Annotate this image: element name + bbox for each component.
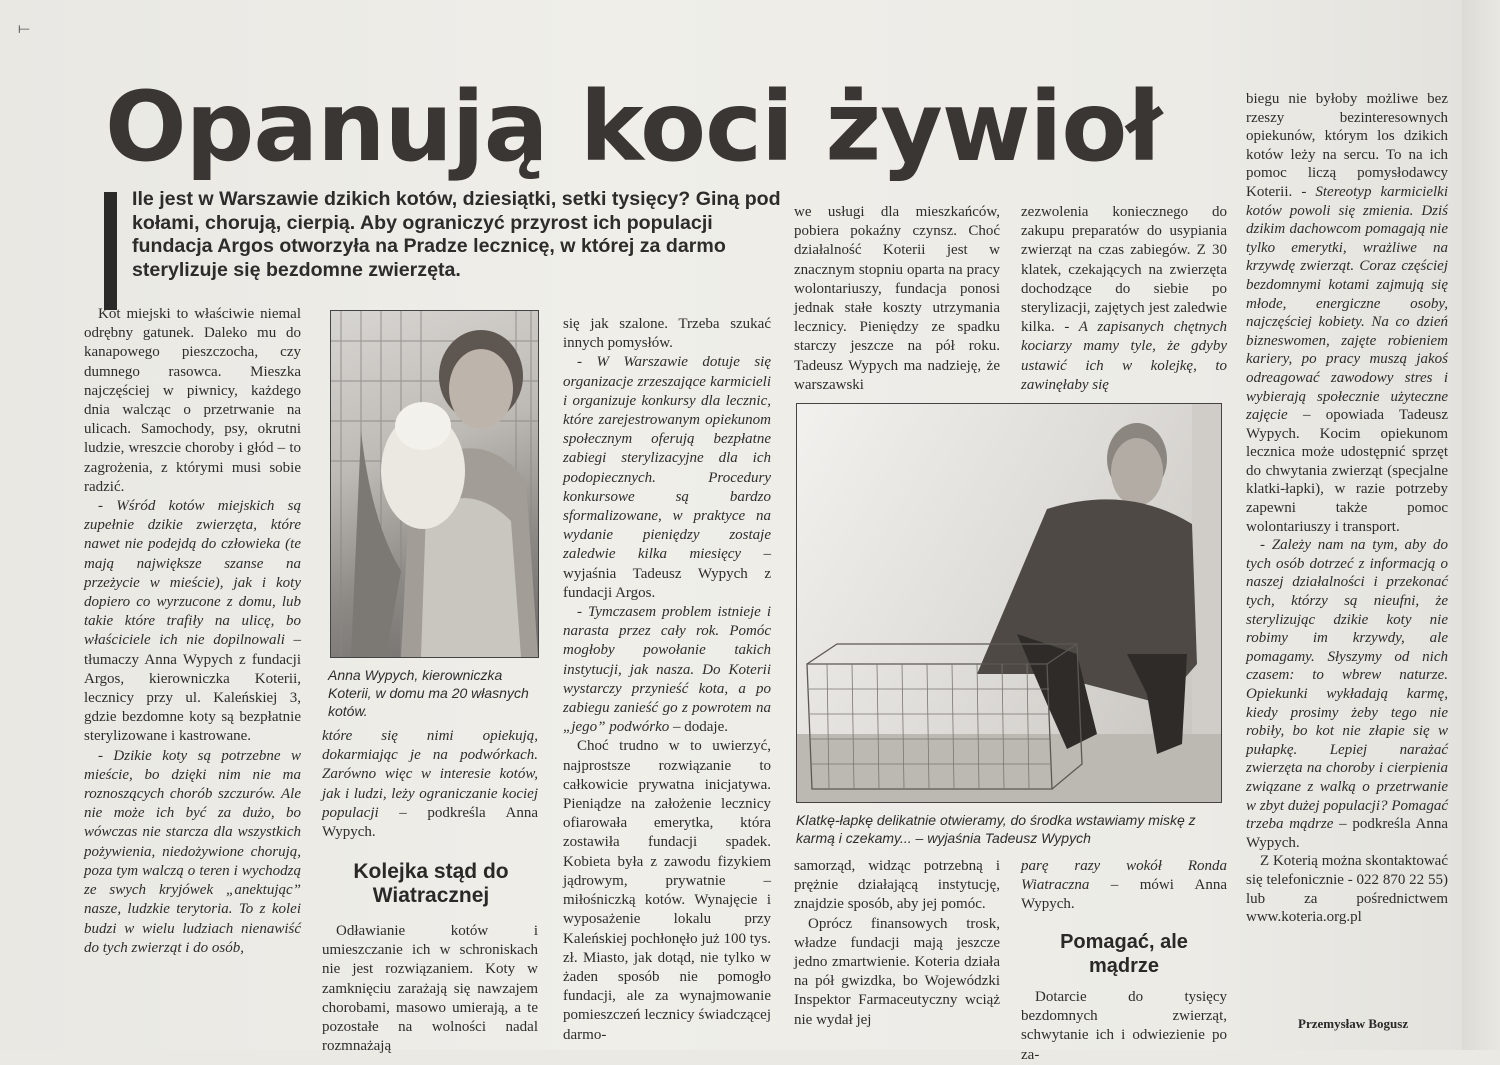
col6-p1-quote: - Stereotyp karmicielki kotów powoli się zmienia. Dziś dzikim dachowcom pomagają nie tylko emerytki, wrażliwe na krzywdę zwierząt. Coraz częściej bezdomnymi kotami zajmują się młode, energiczne osoby, najczęściej kobiety. Na co dzień bizneswomen, zajęte robieniem kariery, po pracy muszą jakoś odreagować zawodowy stres i wybierają społecznie użyteczne zajęcie xyxy=(1246,183,1448,424)
col5-p2-attrib: – mówi Anna Wypych. xyxy=(1021,877,1227,913)
col3-p3 xyxy=(563,603,771,737)
col4-p2: samorząd, widząc potrzebną i prężnie działającą instytucję, znajdzie sposób, aby jej pomóc. xyxy=(794,858,1000,913)
subhead-kolejka: Kolejka stąd do Wiatracznej xyxy=(353,860,509,907)
column-6 xyxy=(1246,90,1448,927)
col4-p3: Oprócz finansowych trosk, władze fundacji mają jeszcze jedno zmartwienie. Koteria działa na pół gwizdka, bo Wojewódzki Inspektor Farmaceutyczny wciąż nie wydał jej xyxy=(794,915,1000,1028)
caption-photo-1: Anna Wypych, kierowniczka Koterii, w domu ma 20 własnych kotów. xyxy=(328,667,529,719)
photo-tadeusz-illustration xyxy=(797,404,1221,802)
col4-p1: we usługi dla mieszkańców, pobiera pokaźny czynsz. Choć działalność Koterii jest w znacznym stopniu oparta na pracy wolontariuszy, fundacja ponosi jednak stałe koszty utrzymania lecznicy. Pieniędzy ze spadku starczy jeszcze na pół roku. Tadeusz Wypych ma nadzieję, że warszawski xyxy=(794,204,1000,393)
col6-p1-text: biegu nie byłoby możliwe bez rzeszy bezinteresownych opiekunów, którym los dzikich kotów leży na sercu. To na ich pomoc liczą pomysłodawcy Koterii. xyxy=(1246,91,1448,200)
photo-anna-illustration xyxy=(331,311,538,657)
col1-p2-quote: - Wśród kotów miejskich są zupełnie dzikie zwierzęta, które nawet nie podejdą do człowieka (te mają największe szanse na przeżycie w mieście), jak i koty dopiero co wyrzucone z domu, lub takie które trafiły na ulicę, bo właściciele ich nie dopilnowali xyxy=(84,498,301,649)
col2-p1-quote: które się nimi opiekują, dokarmiając je na podwórkach. Zarówno więc w interesie kotów, jak i ludzi, leży ograniczanie kociej populacji xyxy=(322,728,538,821)
col1-p3-quote: - Dzikie koty są potrzebne w mieście, bo dzięki nim nie ma roznoszących chorób szczurów. Ale nie może ich być za dużo, bo wówczas nie starcza dla wszystkich pożywienia, niedożywione chorują, poza tym walczą o teren i wychodzą ze swych kryjówek „anektując” nasze, ludzkie terytoria. To z kolei budzi w wielu ludziach nienawiść do tych zwierząt i do osób, xyxy=(84,747,301,956)
col1-p2 xyxy=(84,497,301,747)
col5-p1-quote: - A zapisanych chętnych kociarzy mamy tyle, że gdyby ustawić ich w kolejkę, to zawinęłaby się xyxy=(1021,319,1227,393)
lead-paragraph: Ile jest w Warszawie dzikich kotów, dziesiątki, setki tysięcy? Giną pod kołami, chorują, cierpią. Aby ograniczyć przyrost ich populacji fundacja Argos otworzyła na Pradze lecznicę, w której za darmo sterylizuje się bezdomne zwierzęta. xyxy=(132,188,781,281)
col6-p2-quote: - Zależy nam na tym, aby do tych osób dotrzeć z informacją o naszej działalności i przekonać tych, którzy są nieufni, że sterylizując dzikie koty nie robimy im krzywdy, ale pomagamy. Słyszymy od nich czasem: to wbrew naturze. Opiekunki wykładają karmę, kiedy prosimy żeby tego nie robiły, bo kot nie złapie się w pułapkę. Lepiej narażać zwierzęta na choroby i cierpienia związane z walką o przetrwanie w zbyt dużej populacji? Pomagać trzeba mądrze xyxy=(1246,537,1448,833)
byline: Przemysław Bogusz xyxy=(1298,1016,1409,1031)
column-5-cont xyxy=(1021,857,1227,915)
col5-p3: Dotarcie do tysięcy bezdomnych zwierząt, schwytanie ich i odwiezienie po za- xyxy=(1021,989,1227,1063)
subhead-pomagac: Pomagać, ale mądrze xyxy=(1060,931,1188,977)
col6-p1-attrib: – opowiada Tadeusz Wypych. Kocim opiekunom lecznica może udostępnić sprzęt do chwytania zwierząt (specjalne klatki-łapki), w razie potrzeby zapewni także pomoc wolontariuszy i transport. xyxy=(1246,407,1448,535)
col3-p2 xyxy=(563,353,771,603)
col2-p2: Odławianie kotów i umieszczanie ich w schroniskach nie jest rozwiązaniem. Koty w zamknięciu zarażają się nawzajem chorobami, masowo umierają, a te pozostałe na wolności nadal rozmnażają xyxy=(322,923,538,1055)
corner-mark: ⟝ xyxy=(18,22,30,37)
col6-p2-attrib: – podkreśla Anna Wypych. xyxy=(1246,816,1449,851)
column-2-cont xyxy=(322,922,538,1056)
headline: Opanują koci żywioł xyxy=(105,71,1161,183)
col5-p1-text: zezwolenia koniecznego do zakupu preparatów do usypiania zwierząt na czas zabiegów. Z 30 klatek, czekających na zwierzęta dochodzące do siebie po sterylizacji, zajętych jest zaledwie kilka. xyxy=(1021,204,1227,336)
column-4-cont xyxy=(794,857,1000,1030)
lead-bar xyxy=(104,192,117,310)
col1-p2-attrib: – tłumaczy Anna Wypych z fundacji Argos, kierowniczka Koterii, lecznicy przy ul. Kaleńskiej 3, gdzie bezdomne koty są bezpłatnie sterylizowane i kastrowane. xyxy=(84,632,302,745)
col2-p1 xyxy=(322,727,538,842)
col5-p2-quote: parę razy wokół Ronda Wiatraczna xyxy=(1021,858,1227,894)
col2-p1-attrib: – podkreśla Anna Wypych. xyxy=(322,804,538,841)
column-1 xyxy=(84,305,301,958)
column-4 xyxy=(794,203,1000,395)
column-5-end xyxy=(1021,988,1227,1065)
column-2 xyxy=(322,727,538,842)
photo-tadeusz-wypych xyxy=(796,403,1222,803)
col3-p2-attrib: – wyjaśnia Tadeusz Wypych z fundacji Argos. xyxy=(563,546,771,601)
col3-p3-quote: - Tymczasem problem istnieje i narasta przez cały rok. Pomóc mogłoby powołanie takich instytucji, jak nasza. Do Koterii wystarczy przynieść kota, a po zabiegu zanieść go z powrotem na „jego” podwórko xyxy=(563,604,771,736)
caption-photo-2: Klatkę-łapkę delikatnie otwieramy, do środka wstawiamy miskę z karmą i czekamy... – wyjaśnia Tadeusz Wypych xyxy=(796,812,1196,846)
col3-p3-attrib: – dodaje. xyxy=(669,719,728,736)
col6-p1 xyxy=(1246,90,1448,536)
col5-p2 xyxy=(1021,857,1227,915)
col3-p1: się jak szalone. Trzeba szukać innych pomysłów. xyxy=(563,316,771,352)
col3-p4: Choć trudno w to uwierzyć, najprostsze rozwiązanie to całkowicie prywatna inicjatywa. Pieniądze na założenie lecznicy ofiarowała emerytka, która zostawiła fundacji spadek. Kobieta była z zawodu fizykiem jądrowym, prywatnie – miłośniczką kotów. Wynajęcie i wyposażenie lokalu przy Kaleńskiej pochłonęło już 100 tys. zł. Miasto, jak dotąd, nie tylko w żaden sposób nie pomogło fundacji, ale za wynajmowanie pomieszczeń lecznicy świadczącej darmo- xyxy=(563,738,771,1043)
adjacent-page-edge xyxy=(1462,0,1500,1050)
col5-p1 xyxy=(1021,203,1227,395)
col3-p2-quote: - W Warszawie dotuje się organizacje zrzeszające karmicieli i organizuje konkursy dla lecznic, które zarejestrowanym opiekunom społecznym oferują bezpłatne zabiegi sterylizacyjne dla ich podopiecznych. Procedury konkursowe są bardzo sformalizowane, w praktyce na wydanie pieniędzy zostaje zaledwie kilka miesięcy xyxy=(563,354,771,563)
column-5 xyxy=(1021,203,1227,395)
col1-p1: Kot miejski to właściwie niemal odrębny gatunek. Daleko mu do kanapowego pieszczocha, czy dumnego rasowca. Mieszka najczęściej w piwnicy, każdego dnia walcząc o przetrwanie na ulicach. Samochody, psy, okrutni ludzie, wreszcie choroby i głód – to zagrożenia, z którymi musi sobie radzić. xyxy=(84,306,301,495)
col6-p2 xyxy=(1246,536,1448,852)
column-3 xyxy=(563,315,771,1045)
col1-p3 xyxy=(84,747,301,958)
col6-p3: Z Koterią można skontaktować się telefonicznie - 022 870 22 55) lub za pośrednictwem www.koteria.org.pl xyxy=(1246,853,1448,926)
photo-anna-wypych xyxy=(330,310,539,658)
